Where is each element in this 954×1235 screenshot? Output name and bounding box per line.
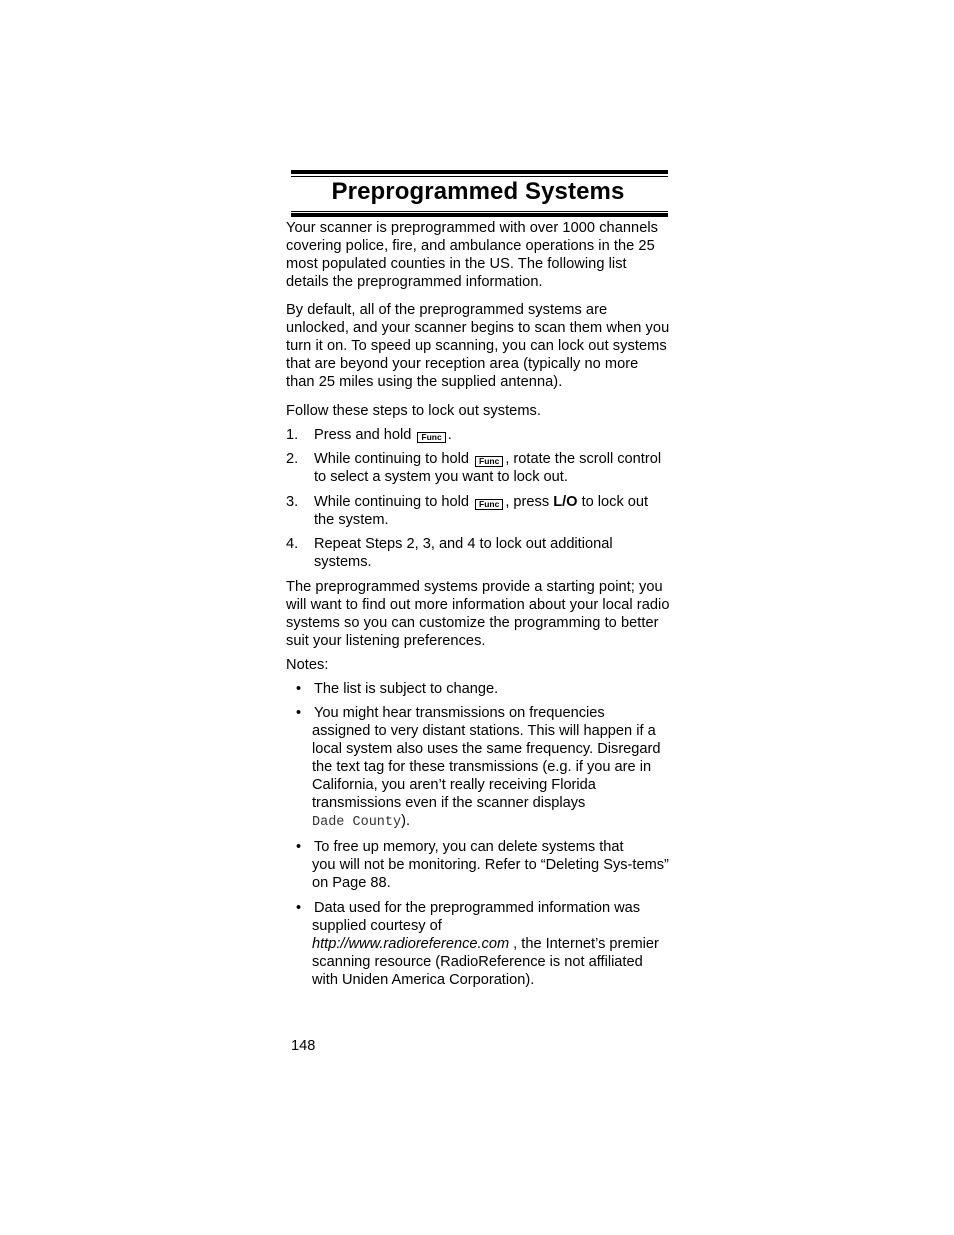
note-text-end: , the Internet’s premier scanning resource (RadioReference is not affiliated with Uniden America Corporation).: [312, 936, 659, 988]
func-key-icon: Func: [475, 456, 503, 467]
bullet-icon: •: [296, 705, 302, 721]
step-text-after: .: [447, 427, 452, 443]
note-text: The list is subject to change.: [314, 681, 499, 697]
step-text-end: to lock out the system.: [314, 494, 649, 528]
step-text: While continuing to hold: [314, 494, 469, 510]
note-text: supplied courtesy of: [312, 918, 442, 934]
note-text-rest: [312, 722, 670, 832]
note-text-rest: [312, 917, 670, 989]
step-text-after: , press: [505, 494, 554, 510]
step-number: 1.: [286, 427, 299, 443]
step-4: [286, 535, 670, 571]
steps-list: [286, 426, 670, 571]
step-text: Press and hold: [314, 427, 412, 443]
func-key-icon: Func: [475, 499, 503, 510]
note-item: [286, 704, 670, 832]
default-paragraph: By default, all of the preprogrammed systems are unlocked, and your scanner begins to scan them when you turn it on. To speed up scanning, you can lock out systems that are beyond your reception area (typically no more than 25 miles using the supplied antenna).: [286, 302, 670, 390]
func-key-icon: Func: [417, 432, 445, 443]
note-item: [286, 680, 670, 698]
page-number: 148: [291, 1038, 316, 1054]
step-number: 4.: [286, 536, 299, 552]
steps-intro: Follow these steps to lock out systems.: [286, 403, 542, 419]
radioreference-link[interactable]: http://www.radioreference.com: [312, 936, 510, 952]
note-item: [286, 838, 670, 892]
top-rule-thick: [291, 170, 668, 174]
page-title: Preprogrammed Systems: [331, 178, 625, 205]
note-text-end: ).: [401, 813, 411, 829]
bottom-rule-thin: [291, 211, 668, 212]
display-text-dade-county: Dade County: [312, 815, 402, 830]
bottom-rule-thick: [291, 213, 668, 217]
lo-key-label: L/O: [553, 494, 578, 510]
step-text: While continuing to hold: [314, 451, 469, 467]
step-number: 2.: [286, 451, 299, 467]
notes-list: [286, 680, 670, 989]
bullet-icon: •: [296, 681, 302, 697]
note-item: [286, 899, 670, 989]
bullet-icon: •: [296, 900, 302, 916]
step-3: [286, 493, 670, 529]
note-text: assigned to very distant stations. This will happen if a local system also uses the same frequency. Disregard the text tag for these transmissions (e.g. if you are in California, you aren’t really receiving Florida transmissions even if the scanner displays: [312, 723, 661, 811]
note-text-first-line: Data used for the preprogrammed information was: [314, 900, 641, 916]
starting-point-paragraph: The preprogrammed systems provide a starting point; you will want to find out more information about your local radio systems so you can customize the programming to better suit your listening preferences.: [286, 579, 670, 649]
step-number: 3.: [286, 494, 299, 510]
note-text-rest: you will not be monitoring. Refer to “Deleting Sys-tems” on Page 88.: [312, 857, 669, 891]
step-1: [286, 426, 670, 444]
manual-page: [286, 170, 670, 989]
notes-label: Notes:: [286, 657, 329, 673]
step-text: Repeat Steps 2, 3, and 4 to lock out additional systems.: [314, 536, 613, 570]
bullet-icon: •: [296, 839, 302, 855]
note-text-first-line: To free up memory, you can delete systems that: [314, 839, 624, 855]
step-text-after: , rotate the scroll control to select a system you want to lock out.: [314, 451, 662, 485]
step-2: [286, 450, 670, 486]
intro-paragraph: Your scanner is preprogrammed with over 1000 channels covering police, fire, and ambulance operations in the 25 most populated counties in the US. The following list details the preprogrammed information.: [286, 220, 659, 290]
note-text-first-line: You might hear transmissions on frequencies: [314, 705, 605, 721]
title-block: [286, 170, 670, 219]
